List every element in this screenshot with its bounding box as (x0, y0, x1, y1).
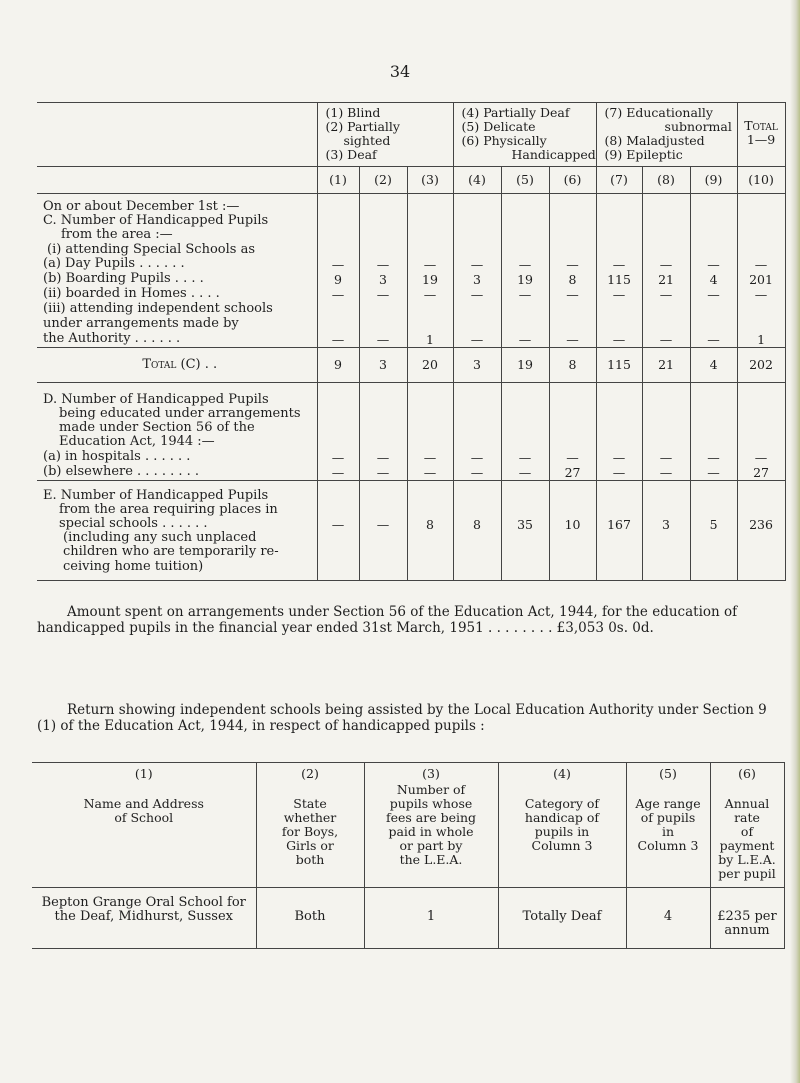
schools-col-header-line (34, 783, 254, 797)
section-c-row-cell (359, 317, 407, 332)
total-c-cell: 202 (737, 347, 785, 382)
section-c-row-cell: — (549, 257, 596, 272)
schools-col-header-line: Number of (396, 782, 466, 797)
section-d-row-label: (a) in hospitals . . . . . . (43, 448, 191, 464)
section-d-row-cell: — (359, 465, 407, 481)
section-e-cell: — (359, 480, 407, 580)
blank-header (37, 103, 317, 167)
col-number: (4) (453, 167, 501, 194)
total-c-cell: 9 (317, 347, 359, 382)
total-c-cell: 8 (549, 347, 596, 382)
page-edge-shadow (790, 0, 800, 1083)
section-d-row-cell: — (690, 450, 737, 465)
section-c-row-cell: — (549, 332, 596, 348)
section-c-row-cell (453, 302, 501, 317)
section-c-row-cell: 9 (317, 272, 359, 287)
col-number: (10) (737, 167, 785, 194)
section-c-row-cell (501, 317, 549, 332)
section-d-row-cell: — (642, 450, 690, 465)
section-d-row-cell: 27 (737, 465, 785, 481)
handicapped-pupils-table (37, 102, 786, 581)
schools-col-header-line: pupils whose (389, 796, 473, 811)
schools-col-header-line: Age range (635, 796, 701, 811)
schools-col-number: (5) (659, 766, 677, 781)
section-c-row-cell: — (317, 287, 359, 302)
schools-row-cell: Bepton Grange Oral School for the Deaf, Midhurst, Sussex (41, 895, 246, 924)
category-group-3: (7) Educationally subnormal (8) Maladjusted (9) Epileptic (596, 103, 737, 167)
section-c-row-cell: 3 (453, 272, 501, 287)
amount-spent-text: Amount spent on arrangements under Section 56 of the Education Act, 1944, for the education of handicapped pupils in the financial year ended 31st March, 1951 . . . . . . . . £3,053 0s. 0d. (37, 604, 738, 636)
section-c-row-cell (407, 317, 453, 332)
schools-row-cell: 1 (364, 888, 498, 949)
section-c-row-cell (317, 302, 359, 317)
section-c-row-cell: 8 (549, 272, 596, 287)
section-c-row-cell: — (642, 287, 690, 302)
section-d-row-cell: — (501, 450, 549, 465)
col-number: (2) (359, 167, 407, 194)
blank-colnum (37, 167, 317, 194)
schools-col-header-line: of pupils (640, 810, 696, 825)
section-d-row-cell: — (501, 465, 549, 481)
return-text: Return showing independent schools being assisted by the Local Education Authority under Section 9 (1) of the Education Act, 1944, in respect of handicapped pupils : (37, 702, 767, 734)
section-c-row-cell: — (596, 257, 642, 272)
col-number: (3) (407, 167, 453, 194)
schools-row-cell: £235 per annum (710, 888, 784, 949)
section-c-row-cell (501, 302, 549, 317)
section-e-cell: 8 (407, 480, 453, 580)
section-e-cell: 35 (501, 480, 549, 580)
schools-col-header (256, 763, 364, 888)
section-d-row-cell: — (453, 465, 501, 481)
section-c-row-cell: — (501, 287, 549, 302)
section-c-row-cell: — (596, 332, 642, 348)
schools-row-cell: 4 (626, 888, 710, 949)
section-e-cell: 167 (596, 480, 642, 580)
section-c-row-cell: — (737, 257, 785, 272)
section-d-row-cell: 27 (549, 465, 596, 481)
section-d-row-cell: — (317, 465, 359, 481)
category-group-2: (4) Partially Deaf (5) Delicate (6) Physically Handicapped (453, 103, 596, 167)
col-number: (7) (596, 167, 642, 194)
section-e-cell: 5 (690, 480, 737, 580)
schools-col-header-line: whether (283, 810, 337, 825)
section-c-row-cell: 19 (407, 272, 453, 287)
section-c-row-cell: 3 (359, 272, 407, 287)
section-c-row-label: (ii) boarded in Homes . . . . (43, 285, 220, 301)
schools-col-header (498, 763, 626, 888)
schools-row-cell: Both (256, 888, 364, 949)
schools-col-header-line: in (661, 824, 675, 839)
section-c-row-cell (407, 302, 453, 317)
section-c-row-cell: 19 (501, 272, 549, 287)
schools-col-header-line: Column 3 (637, 838, 699, 853)
section-c-row-cell: — (690, 332, 737, 348)
schools-col-header-line (259, 783, 362, 797)
col-number: (8) (642, 167, 690, 194)
section-c-row-cell: — (549, 287, 596, 302)
section-c-row-cell: — (453, 257, 501, 272)
section-c-row-cell (596, 302, 642, 317)
section-d-row-cell: — (596, 450, 642, 465)
schools-col-header-line: State (293, 796, 327, 811)
section-c-row-cell: 1 (737, 332, 785, 348)
schools-col-number: (1) (134, 766, 153, 781)
schools-col-number: (3) (422, 766, 440, 781)
col-number: (5) (501, 167, 549, 194)
section-c-row-cell: — (596, 287, 642, 302)
section-d-row-label: (b) elsewhere . . . . . . . . (43, 463, 200, 479)
section-d-row-cell: — (690, 465, 737, 481)
col-number: (1) (317, 167, 359, 194)
section-c-row-label: the Authority . . . . . . (43, 330, 181, 346)
section-c-row-cell (453, 317, 501, 332)
section-c-row-cell: 4 (690, 272, 737, 287)
section-c-row-cell: — (359, 257, 407, 272)
section-c-row-cell (317, 317, 359, 332)
schools-col-header-line: of payment (719, 824, 775, 853)
section-c-row-cell: — (317, 257, 359, 272)
section-e-cell: 236 (737, 480, 785, 580)
section-d-row-cell: — (642, 465, 690, 481)
schools-col-header-line: per pupil (718, 866, 776, 881)
section-c-row-cell (549, 317, 596, 332)
section-d-row-cell: — (407, 465, 453, 481)
schools-col-header-line: by L.E.A. (718, 852, 776, 867)
section-c-row-cell: — (317, 332, 359, 348)
section-c-row-label: under arrangements made by (43, 315, 239, 331)
independent-schools-table (32, 762, 785, 949)
schools-col-header-line: Column 3 (531, 838, 593, 853)
section-c-row-cell (690, 302, 737, 317)
section-d-row-cell: — (453, 450, 501, 465)
section-c-row-cell: — (359, 287, 407, 302)
section-c-row-cell: — (407, 287, 453, 302)
section-c-row-cell: 21 (642, 272, 690, 287)
section-c-row-cell: — (501, 257, 549, 272)
schools-col-header-line: handicap of (524, 810, 600, 825)
section-c-row-cell (642, 302, 690, 317)
col-number: (6) (549, 167, 596, 194)
schools-col-header-line: paid in whole (388, 824, 474, 839)
schools-col-header-line: Annual rate (724, 796, 770, 825)
section-c-row-cell (596, 317, 642, 332)
schools-col-header-line: both (295, 852, 325, 867)
schools-col-header-line: Girls or (286, 838, 334, 853)
section-d-row-cell: — (596, 465, 642, 481)
total-c-cell: 21 (642, 347, 690, 382)
col-number: (9) (690, 167, 737, 194)
section-d-row-cell: — (737, 450, 785, 465)
section-c-row-cell (549, 302, 596, 317)
schools-col-header (710, 763, 784, 888)
section-c-row-cell: — (453, 287, 501, 302)
schools-col-number: (4) (553, 766, 571, 781)
section-c-row-cell (359, 302, 407, 317)
total-header: Total 1—9 (737, 103, 785, 167)
schools-row-cell: Totally Deaf (498, 888, 626, 949)
schools-col-header-line (501, 783, 624, 797)
total-c-cell: 115 (596, 347, 642, 382)
section-c-row-cell: 201 (737, 272, 785, 287)
schools-col-number: (6) (738, 766, 756, 781)
section-c-row-cell: — (359, 332, 407, 348)
schools-col-header-line (629, 783, 708, 797)
section-c-row-cell: — (453, 332, 501, 348)
section-e-cell: — (317, 480, 359, 580)
section-c-row-cell: 115 (596, 272, 642, 287)
schools-col-header-line: fees are being (385, 810, 477, 825)
section-c-row-cell: — (690, 287, 737, 302)
section-c-row-cell: 1 (407, 332, 453, 348)
schools-col-header-line: for Boys, (281, 824, 339, 839)
section-e-cell: 8 (453, 480, 501, 580)
section-e-cell: 10 (549, 480, 596, 580)
section-d-row-cell: — (317, 450, 359, 465)
category-group-1: (1) Blind (2) Partially sighted (3) Deaf (317, 103, 453, 167)
schools-col-header-line: Category of (524, 796, 600, 811)
section-c-row-cell: — (407, 257, 453, 272)
total-c-cell: 3 (359, 347, 407, 382)
section-c-row-cell (642, 317, 690, 332)
section-e-label: E. Number of Handicapped Pupils from the area requiring places in special schools . . . . . . (including any such unplaced children who are temporarily re- ceiving home tuition) (43, 487, 279, 574)
section-c-intro: On or about December 1st :— C. Number of Handicapped Pupils from the area :— (i) attending Special Schools as (43, 199, 269, 257)
section-c-row-cell: — (690, 257, 737, 272)
section-c-row-label: (iii) attending independent schools (43, 300, 273, 316)
schools-col-number: (2) (301, 766, 319, 781)
section-d-row-cell: — (407, 450, 453, 465)
section-c-row-label: (b) Boarding Pupils . . . . (43, 270, 204, 286)
schools-col-header-line: the L.E.A. (399, 852, 463, 867)
total-c-cell: 4 (690, 347, 737, 382)
section-c-row-cell: — (642, 257, 690, 272)
section-c-row-cell: — (501, 332, 549, 348)
schools-col-header-line: of School (114, 810, 174, 825)
section-c-row-cell: — (642, 332, 690, 348)
total-c-label: Total (C) . . (142, 356, 218, 372)
schools-col-header (364, 763, 498, 888)
schools-col-header-line: or part by (399, 838, 463, 853)
page-number: 34 (389, 62, 411, 81)
section-d-row-cell: — (549, 450, 596, 465)
section-c-row-cell (737, 302, 785, 317)
section-d-row-cell: — (359, 450, 407, 465)
total-c-cell: 3 (453, 347, 501, 382)
schools-col-header (626, 763, 710, 888)
section-c-row-label: (a) Day Pupils . . . . . . (43, 255, 185, 271)
schools-col-header-line: Name and Address (83, 796, 204, 811)
total-c-cell: 19 (501, 347, 549, 382)
section-e-cell: 3 (642, 480, 690, 580)
section-d-intro: D. Number of Handicapped Pupils being educated under arrangements made under Section 56 of the Education Act, 1944 :— (43, 391, 301, 450)
schools-col-header (32, 763, 256, 888)
schools-col-header-line: pupils in (534, 824, 590, 839)
total-c-cell: 20 (407, 347, 453, 382)
section-c-row-cell (690, 317, 737, 332)
schools-col-header-line (713, 783, 782, 797)
section-c-row-cell (737, 317, 785, 332)
section-c-row-cell: — (737, 287, 785, 302)
